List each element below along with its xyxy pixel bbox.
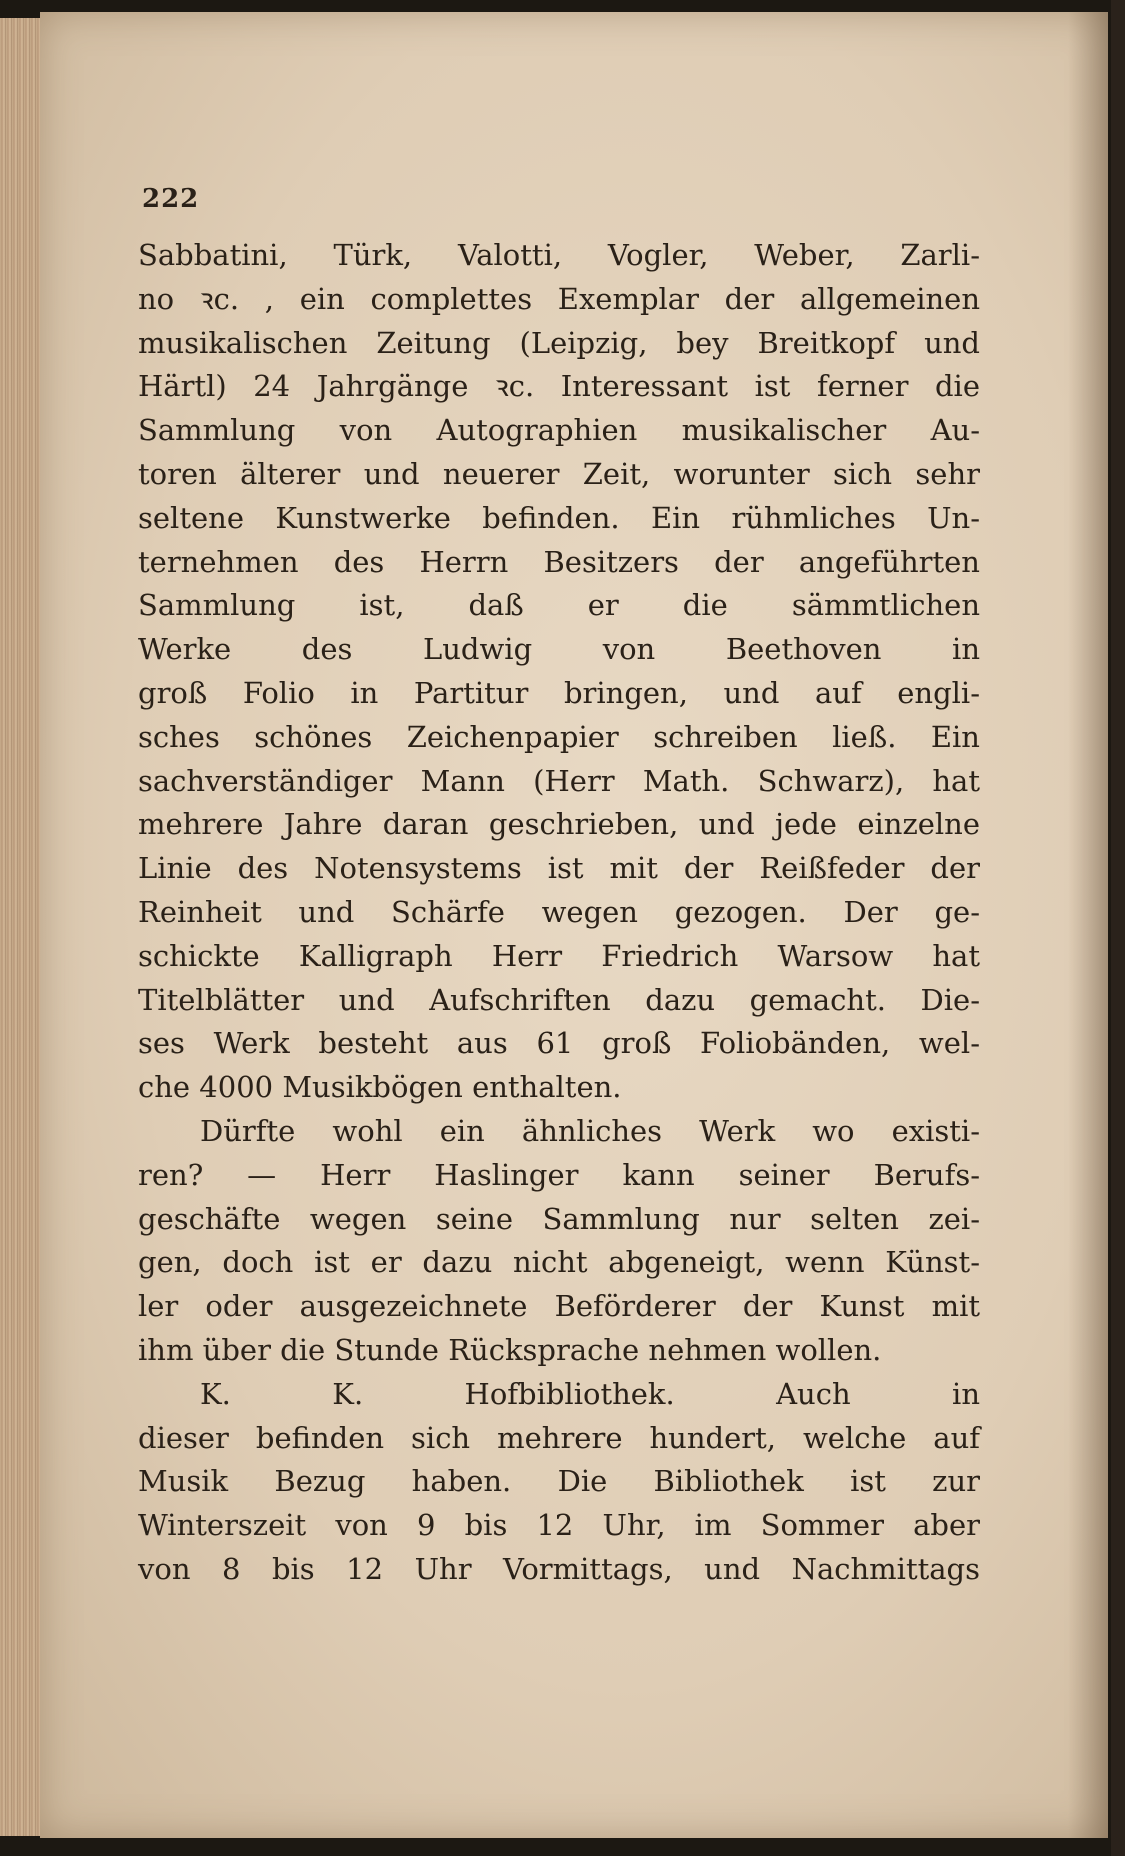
text-line: mehrere Jahre daran geschrieben, und jede einzelne xyxy=(138,807,980,842)
text-line: Sammlung ist, daß er die sämmtlichen xyxy=(138,588,980,623)
paragraph-end-line: ihm über die Stunde Rücksprache nehmen wollen. xyxy=(138,1332,882,1367)
text-line: Sabbatini, Türk, Valotti, Vogler, Weber, Zarli- xyxy=(138,238,980,272)
text-line: ternehmen des Herrn Besitzers der angeführten xyxy=(138,544,980,579)
text-line: musikalischen Zeitung (Leipzig, bey Breitkopf und xyxy=(138,325,980,360)
text-line: Reinheit und Schärfe wegen gezogen. Der ge- xyxy=(138,894,980,929)
paragraph-start-line: Dürfte wohl ein ähnliches Werk wo existi- xyxy=(200,1113,980,1148)
text-line: geschäfte wegen seine Sammlung nur selten zei- xyxy=(138,1201,980,1236)
text-line: Musik Bezug haben. Die Bibliothek ist zur xyxy=(138,1464,980,1499)
text-line: ler oder ausgezeichnete Beförderer der Kunst mit xyxy=(138,1289,980,1324)
text-line: ses Werk besteht aus 61 groß Foliobänden, wel- xyxy=(138,1026,980,1061)
spine-shadow xyxy=(1068,12,1108,1838)
text-line: no ꝛc. , ein complettes Exemplar der allgemeinen xyxy=(138,281,980,316)
text-line: Linie des Notensystems ist mit der Reißfeder der xyxy=(138,851,980,886)
page-number: 222 xyxy=(142,184,200,214)
text-line: Werke des Ludwig von Beethoven in xyxy=(138,632,980,667)
body-text xyxy=(138,234,980,1592)
text-line: sches schönes Zeichenpapier schreiben ließ. Ein xyxy=(138,719,980,754)
text-line: Härtl) 24 Jahrgänge ꝛc. Interessant ist ferner die xyxy=(138,369,980,404)
text-line: groß Folio in Partitur bringen, und auf engli- xyxy=(138,675,980,710)
text-line: dieser befinden sich mehrere hundert, welche auf xyxy=(138,1420,980,1455)
section-heading-line: K. K. Hofbibliothek. Auch in xyxy=(200,1376,980,1411)
text-line: schickte Kalligraph Herr Friedrich Warsow hat xyxy=(138,938,980,973)
text-line: Titelblätter und Aufschriften dazu gemacht. Die- xyxy=(138,982,980,1017)
text-line: ren? — Herr Haslinger kann seiner Berufs- xyxy=(138,1157,980,1192)
paragraph-end-line: che 4000 Musikbögen enthalten. xyxy=(138,1070,622,1105)
text-line: von 8 bis 12 Uhr Vormittags, und Nachmittags xyxy=(138,1551,980,1586)
text-line: Sammlung von Autographien musikalischer Au- xyxy=(138,413,980,448)
text-line: Winterszeit von 9 bis 12 Uhr, im Sommer aber xyxy=(138,1508,980,1543)
text-line: seltene Kunstwerke befinden. Ein rühmliches Un- xyxy=(138,500,980,535)
text-line: toren älterer und neuerer Zeit, worunter sich sehr xyxy=(138,456,980,491)
binding-edge xyxy=(1111,0,1125,1856)
text-line: gen, doch ist er dazu nicht abgeneigt, wenn Künst- xyxy=(138,1245,980,1280)
text-line: sachverständiger Mann (Herr Math. Schwarz), hat xyxy=(138,763,980,798)
